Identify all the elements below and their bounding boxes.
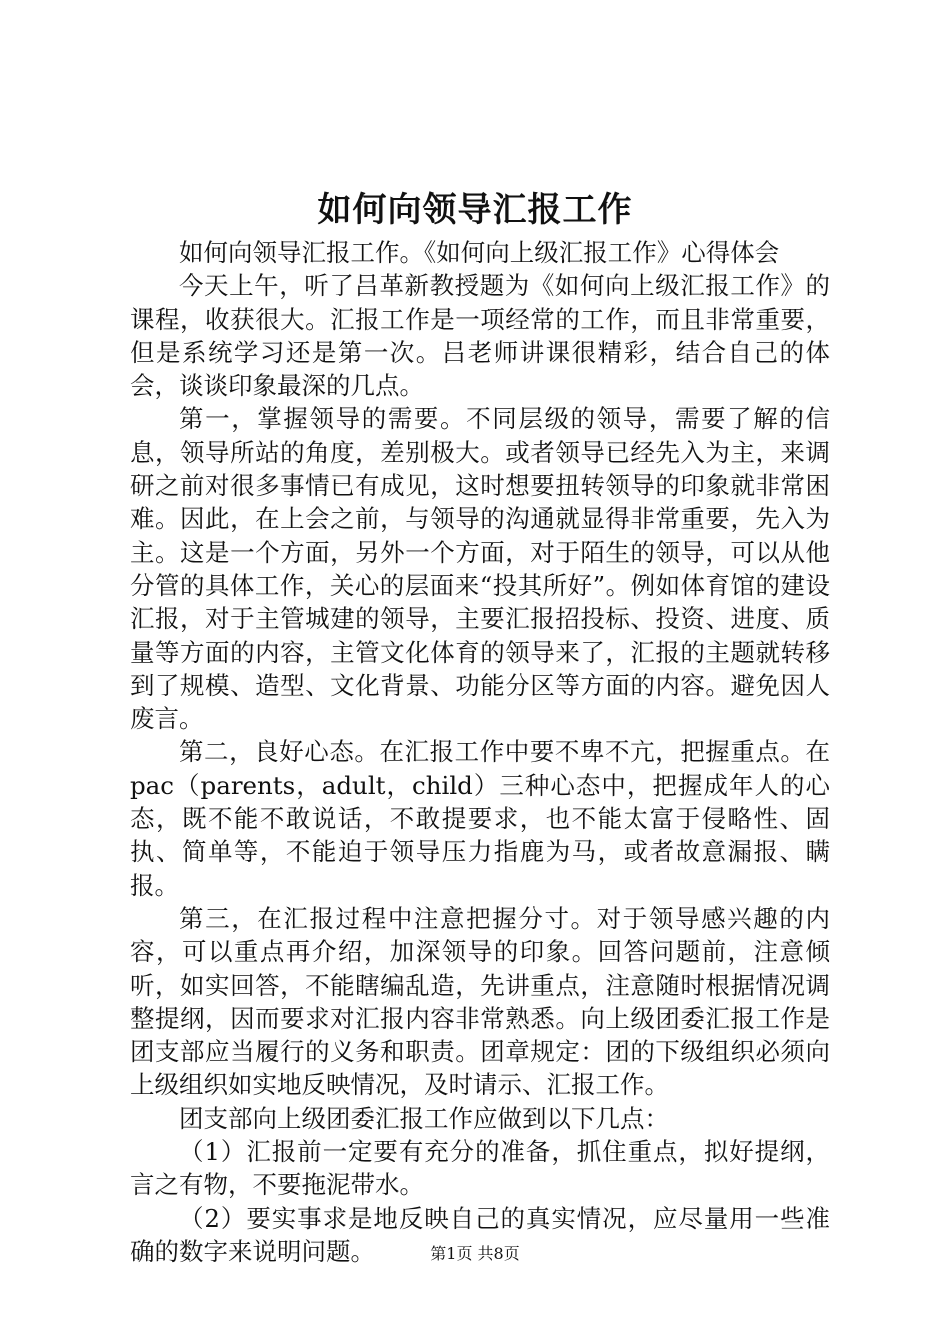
- paragraph-list-intro: 团支部向上级团委汇报工作应做到以下几点：: [179, 1103, 669, 1133]
- paragraph-opening: 今天上午，听了吕革新教授题为《如何向上级汇报工作》的课程，收获很大。汇报工作是一项经常的工作，而且非常重要，但是系统学习还是第一次。吕老师讲课很精彩，结合自己的体会，谈谈印象最深的几点。: [130, 271, 830, 401]
- list-item-1: （1）汇报前一定要有充分的准备，抓住重点，拟好提纲，言之有物，不要拖泥带水。: [130, 1137, 830, 1200]
- document-title: 如何向领导汇报工作: [317, 190, 633, 230]
- paragraph-intro: 如何向领导汇报工作。《如何向上级汇报工作》心得体会: [179, 238, 780, 267]
- document-body: [130, 236, 830, 1268]
- list-item-2: （2）要实事求是地反映自己的真实情况，应尽量用一些准确的数字来说明问题。: [130, 1203, 830, 1266]
- page-number-footer: 第1页 共8页: [430, 1244, 520, 1263]
- paragraph-point-two: 第二，良好心态。在汇报工作中要不卑不亢，把握重点。在pac（parents，adult，child）三种心态中，把握成年人的心态，既不能不敢说话，不敢提要求，也不能太富于侵略性、固执、简单等，不能迫于领导压力指鹿为马，或者故意漏报、瞒报。: [130, 737, 830, 900]
- paragraph-point-one: 第一，掌握领导的需要。不同层级的领导，需要了解的信息，领导所站的角度，差别极大。或者领导已经先入为主，来调研之前对很多事情已有成见，这时想要扭转领导的印象就非常困难。因此，在上会之前，与领导的沟通就显得非常重要，先入为主。这是一个方面，另外一个方面，对于陌生的领导，可以从他分管的具体工作，关心的层面来“投其所好”。例如体育馆的建设汇报，对于主管城建的领导，主要汇报招投标、投资、进度、质量等方面的内容，主管文化体育的领导来了，汇报的主题就转移到了规模、造型、文化背景、功能分区等方面的内容。避免因人废言。: [130, 404, 830, 734]
- paragraph-point-three: 第三，在汇报过程中注意把握分寸。对于领导感兴趣的内容，可以重点再介绍，加深领导的印象。回答问题前，注意倾听，如实回答，不能瞎编乱造，先讲重点，注意随时根据情况调整提纲，因而要求对汇报内容非常熟悉。向上级团委汇报工作是团支部应当履行的义务和职责。团章规定：团的下级组织必须向上级组织如实地反映情况，及时请示、汇报工作。: [130, 903, 830, 1100]
